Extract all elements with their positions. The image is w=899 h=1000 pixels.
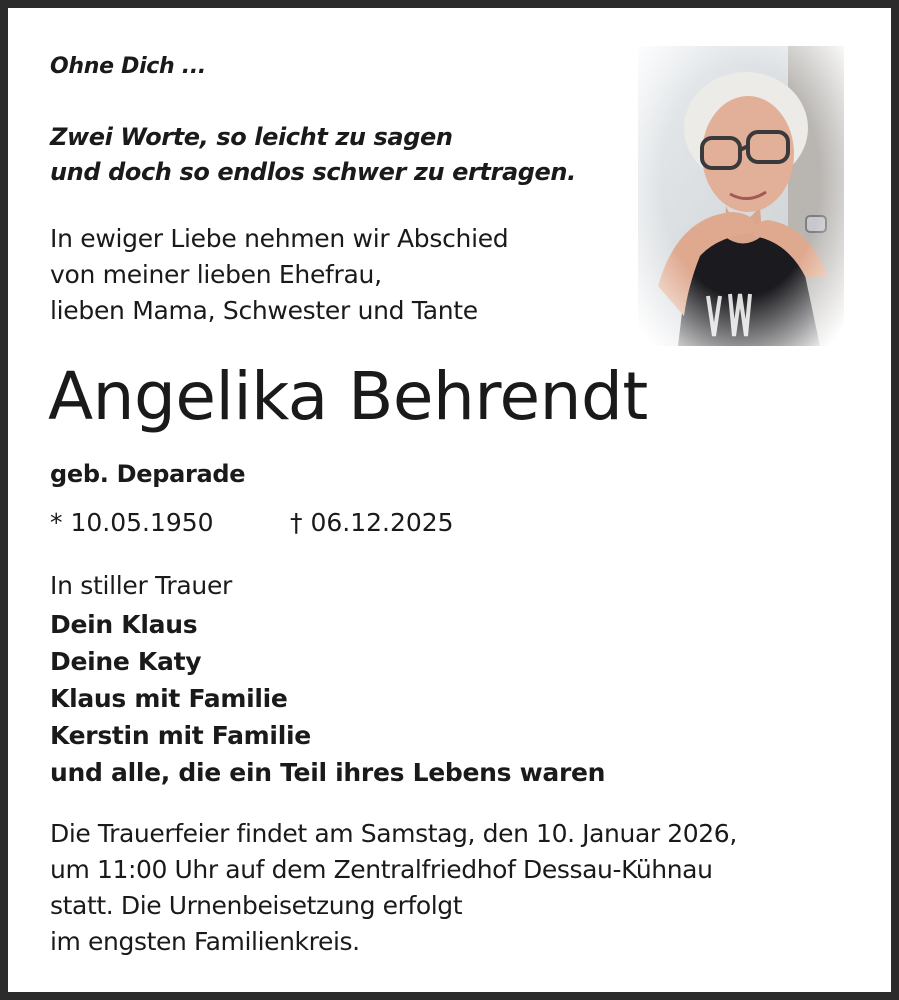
intro-line: In ewiger Liebe nehmen wir Abschied bbox=[50, 224, 509, 253]
service-line: Die Trauerfeier findet am Samstag, den 10. Januar 2026, bbox=[50, 819, 737, 848]
motto-opening: Ohne Dich ... bbox=[50, 54, 206, 79]
obituary-card bbox=[8, 8, 891, 992]
intro-line: lieben Mama, Schwester und Tante bbox=[50, 296, 478, 325]
service-line: im engsten Familienkreis. bbox=[50, 927, 360, 956]
mourner-name: Deine Katy bbox=[50, 647, 202, 676]
birth-date: * 10.05.1950 bbox=[50, 508, 214, 537]
funeral-service-info bbox=[50, 816, 737, 960]
motto-line: Zwei Worte, so leicht zu sagen bbox=[50, 123, 453, 151]
farewell-intro bbox=[50, 221, 508, 329]
maiden-name: geb. Deparade bbox=[50, 460, 246, 488]
motto-verse bbox=[50, 120, 576, 190]
mourner-name: Dein Klaus bbox=[50, 610, 198, 639]
motto-line: und doch so endlos schwer zu ertragen. bbox=[50, 158, 576, 186]
portrait-photo bbox=[638, 46, 844, 346]
mourning-intro: In stiller Trauer bbox=[50, 571, 233, 600]
mourner-name: Kerstin mit Familie bbox=[50, 721, 311, 750]
mourner-list bbox=[50, 606, 605, 791]
mourner-name: Klaus mit Familie bbox=[50, 684, 288, 713]
mourner-name: und alle, die ein Teil ihres Lebens waren bbox=[50, 758, 606, 787]
deceased-name: Angelika Behrendt bbox=[48, 358, 648, 435]
death-date: † 06.12.2025 bbox=[290, 508, 454, 537]
service-line: statt. Die Urnenbeisetzung erfolgt bbox=[50, 891, 463, 920]
intro-line: von meiner lieben Ehefrau, bbox=[50, 260, 382, 289]
service-line: um 11:00 Uhr auf dem Zentralfriedhof Dessau-Kühnau bbox=[50, 855, 713, 884]
